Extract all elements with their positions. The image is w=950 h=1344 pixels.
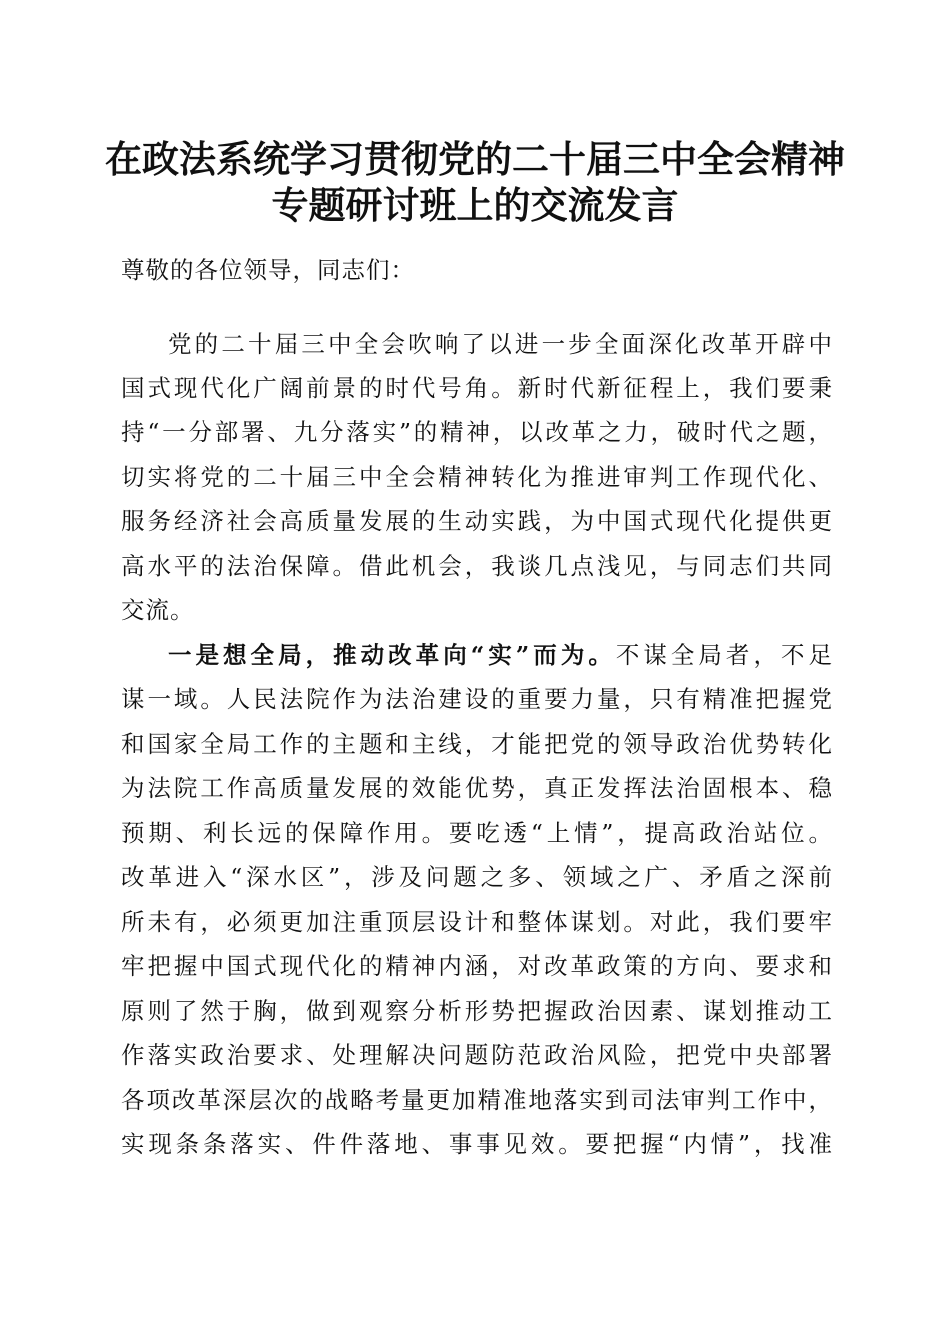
- salutation: 尊敬的各位领导，同志们：: [121, 256, 415, 284]
- paragraph-2-line-6: 改革进入“深水区”，涉及问题之多、领域之广、矛盾之深前: [121, 863, 832, 891]
- paragraph-2-line-11: 各项改革深层次的战略考量更加精准地落实到司法审判工作中，: [121, 1086, 832, 1114]
- document-title-line-2: 专题研讨班上的交流发言: [271, 183, 679, 227]
- paragraph-2-line-4: 为法院工作高质量发展的效能优势，真正发挥法治固根本、稳: [121, 774, 832, 802]
- paragraph-1-line-4: 切实将党的二十届三中全会精神转化为推进审判工作现代化、: [121, 463, 832, 491]
- document-title-line-1: 在政法系统学习贯彻党的二十届三中全会精神: [105, 137, 845, 181]
- paragraph-2-line-8: 牢把握中国式现代化的精神内涵，对改革政策的方向、要求和: [121, 952, 832, 980]
- paragraph-2-line-5: 预期、利长远的保障作用。要吃透“上情”，提高政治站位。: [121, 819, 832, 847]
- paragraph-1-line-6: 高水平的法治保障。借此机会，我谈几点浅见，与同志们共同: [121, 552, 832, 580]
- paragraph-1-line-1: 党的二十届三中全会吹响了以进一步全面深化改革开辟中: [168, 330, 832, 358]
- paragraph-2-line-12: 实现条条落实、件件落地、事事见效。要把握“内情”，找准: [121, 1130, 832, 1158]
- paragraph-2-line-1-rest: 不谋全局者，不足: [615, 641, 832, 669]
- paragraph-1-line-7: 交流。: [121, 596, 195, 624]
- paragraph-1-line-2: 国式现代化广阔前景的时代号角。新时代新征程上，我们要秉: [121, 374, 832, 402]
- paragraph-2-line-1: [168, 633, 832, 678]
- paragraph-2-line-3: 和国家全局工作的主题和主线，才能把党的领导政治优势转化: [121, 730, 832, 758]
- paragraph-2-line-10: 作落实政治要求、处理解决问题防范政治风险，把党中央部署: [121, 1041, 832, 1069]
- paragraph-1-line-5: 服务经济社会高质量发展的生动实践，为中国式现代化提供更: [121, 507, 832, 535]
- paragraph-2-line-2: 谋一域。人民法院作为法治建设的重要力量，只有精准把握党: [121, 685, 832, 713]
- paragraph-1-line-3: 持“一分部署、九分落实”的精神，以改革之力，破时代之题，: [121, 418, 832, 446]
- paragraph-2-heading: 一是想全局，推动改革向“实”而为。: [168, 641, 616, 669]
- paragraph-2-line-9: 原则了然于胸，做到观察分析形势把握政治因素、谋划推动工: [121, 997, 832, 1025]
- paragraph-2-line-7: 所未有，必须更加注重顶层设计和整体谋划。对此，我们要牢: [121, 908, 832, 936]
